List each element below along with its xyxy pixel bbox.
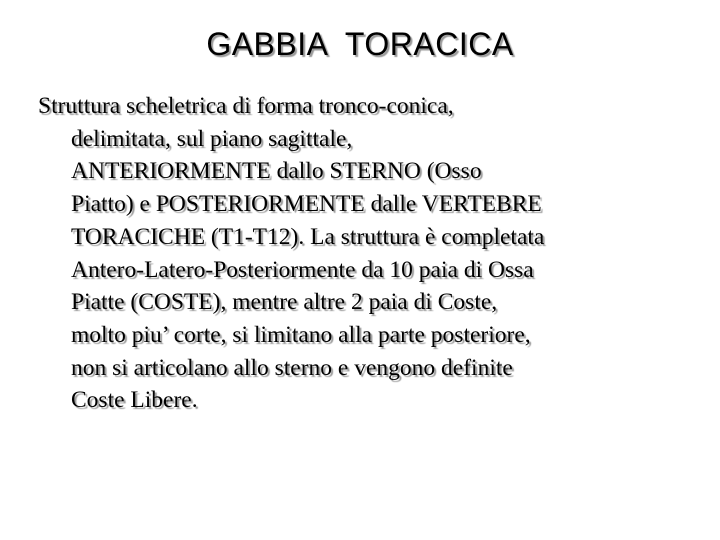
slide-title: GABBIA TORACICA xyxy=(206,26,514,62)
paragraph-line: Piatte (COSTE), mentre altre 2 paia di Coste, xyxy=(71,289,498,316)
paragraph-line: TORACICHE (T1-T12). La struttura è completata xyxy=(71,223,545,250)
paragraph-line: Struttura scheletrica di forma tronco-conica, xyxy=(38,93,454,119)
paragraph-line: Antero-Latero-Posteriormente da 10 paia di Ossa xyxy=(71,256,534,283)
paragraph-line: molto piu’ corte, si limitano alla parte posteriore, xyxy=(71,321,531,348)
paragraph-line: Coste Libere. xyxy=(71,387,198,414)
paragraph-line: ANTERIORMENTE dallo STERNO (Osso xyxy=(71,158,482,185)
slide-body-paragraph xyxy=(38,90,688,417)
paragraph-line: Piatto) e POSTERIORMENTE dalle VERTEBRE xyxy=(71,191,542,218)
paragraph-line: delimitata, sul piano sagittale, xyxy=(71,125,353,152)
paragraph-line: non si articolano allo sterno e vengono definite xyxy=(71,354,513,381)
